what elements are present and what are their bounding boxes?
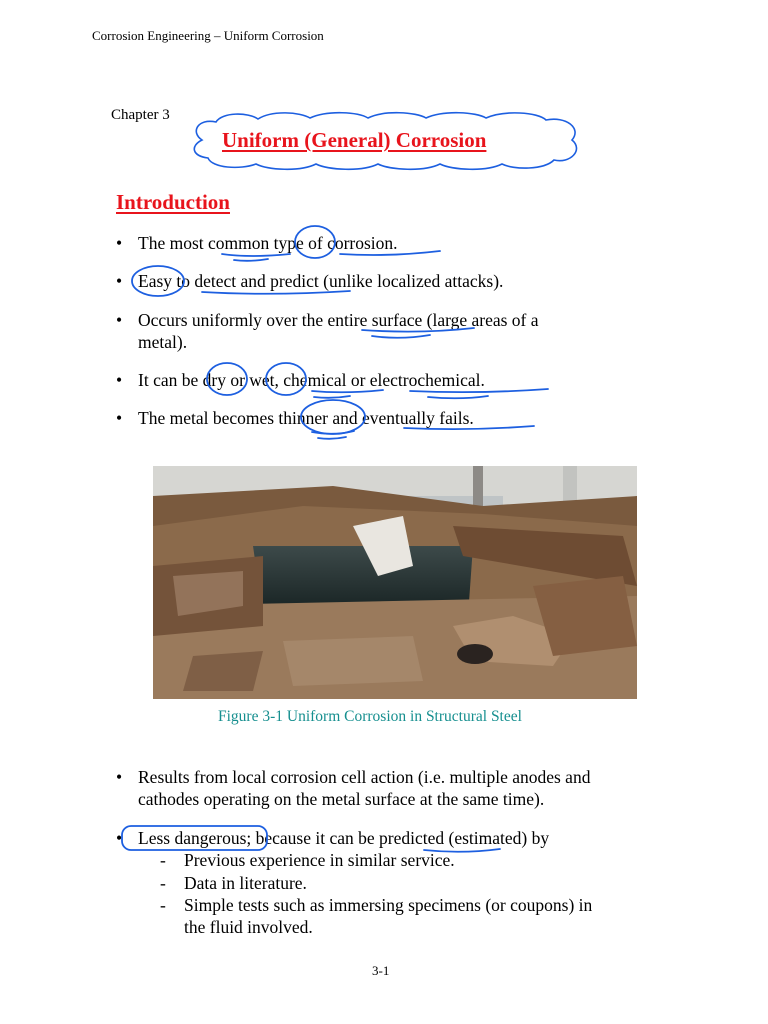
bullet-text: The metal becomes thinner and eventually fails. (138, 408, 474, 428)
figure-caption: Figure 3-1 Uniform Corrosion in Structural Steel (218, 708, 522, 725)
underline-annotation (312, 431, 354, 439)
corrosion-photo (153, 466, 637, 699)
bullet-text: The most common type of corrosion. (138, 233, 398, 253)
page-number: 3-1 (372, 963, 390, 978)
dash-marker: - (160, 850, 166, 870)
bullet-marker: • (116, 408, 123, 428)
bullet-marker: • (116, 233, 123, 253)
bullet-text: It can be dry or wet, chemical or electrochemical. (138, 370, 485, 390)
bullet-marker: • (116, 767, 123, 787)
dash-marker: - (160, 873, 166, 893)
bullet-text: Easy to detect and predict (unlike localized attacks). (138, 271, 504, 291)
sub-item-text: Simple tests such as immersing specimens (or coupons) in (184, 895, 593, 915)
bullet-text-continuation: metal). (138, 332, 188, 352)
bullet-marker: • (116, 828, 123, 848)
chapter-label: Chapter 3 (111, 107, 170, 123)
bullet-text-continuation: cathodes operating on the metal surface at the same time). (138, 789, 545, 809)
bullet-marker: • (116, 370, 123, 390)
bullet-text: Occurs uniformly over the entire surface (large areas of a (138, 310, 539, 330)
sub-item-text: Data in literature. (184, 873, 307, 893)
dash-marker: - (160, 895, 166, 915)
bullet-text: Less dangerous; because it can be predicted (estimated) by (138, 828, 550, 848)
sub-item-text: Previous experience in similar service. (184, 850, 455, 870)
page-title: Uniform (General) Corrosion (222, 128, 487, 152)
running-header: Corrosion Engineering – Uniform Corrosion (92, 28, 324, 43)
bullet-text: Results from local corrosion cell action (i.e. multiple anodes and (138, 767, 591, 787)
underline-annotation (222, 254, 290, 261)
underline-annotation (312, 390, 383, 398)
sub-item-text-continuation: the fluid involved. (184, 917, 313, 937)
section-heading: Introduction (116, 190, 230, 214)
bullet-marker: • (116, 271, 123, 291)
bullet-marker: • (116, 310, 123, 330)
